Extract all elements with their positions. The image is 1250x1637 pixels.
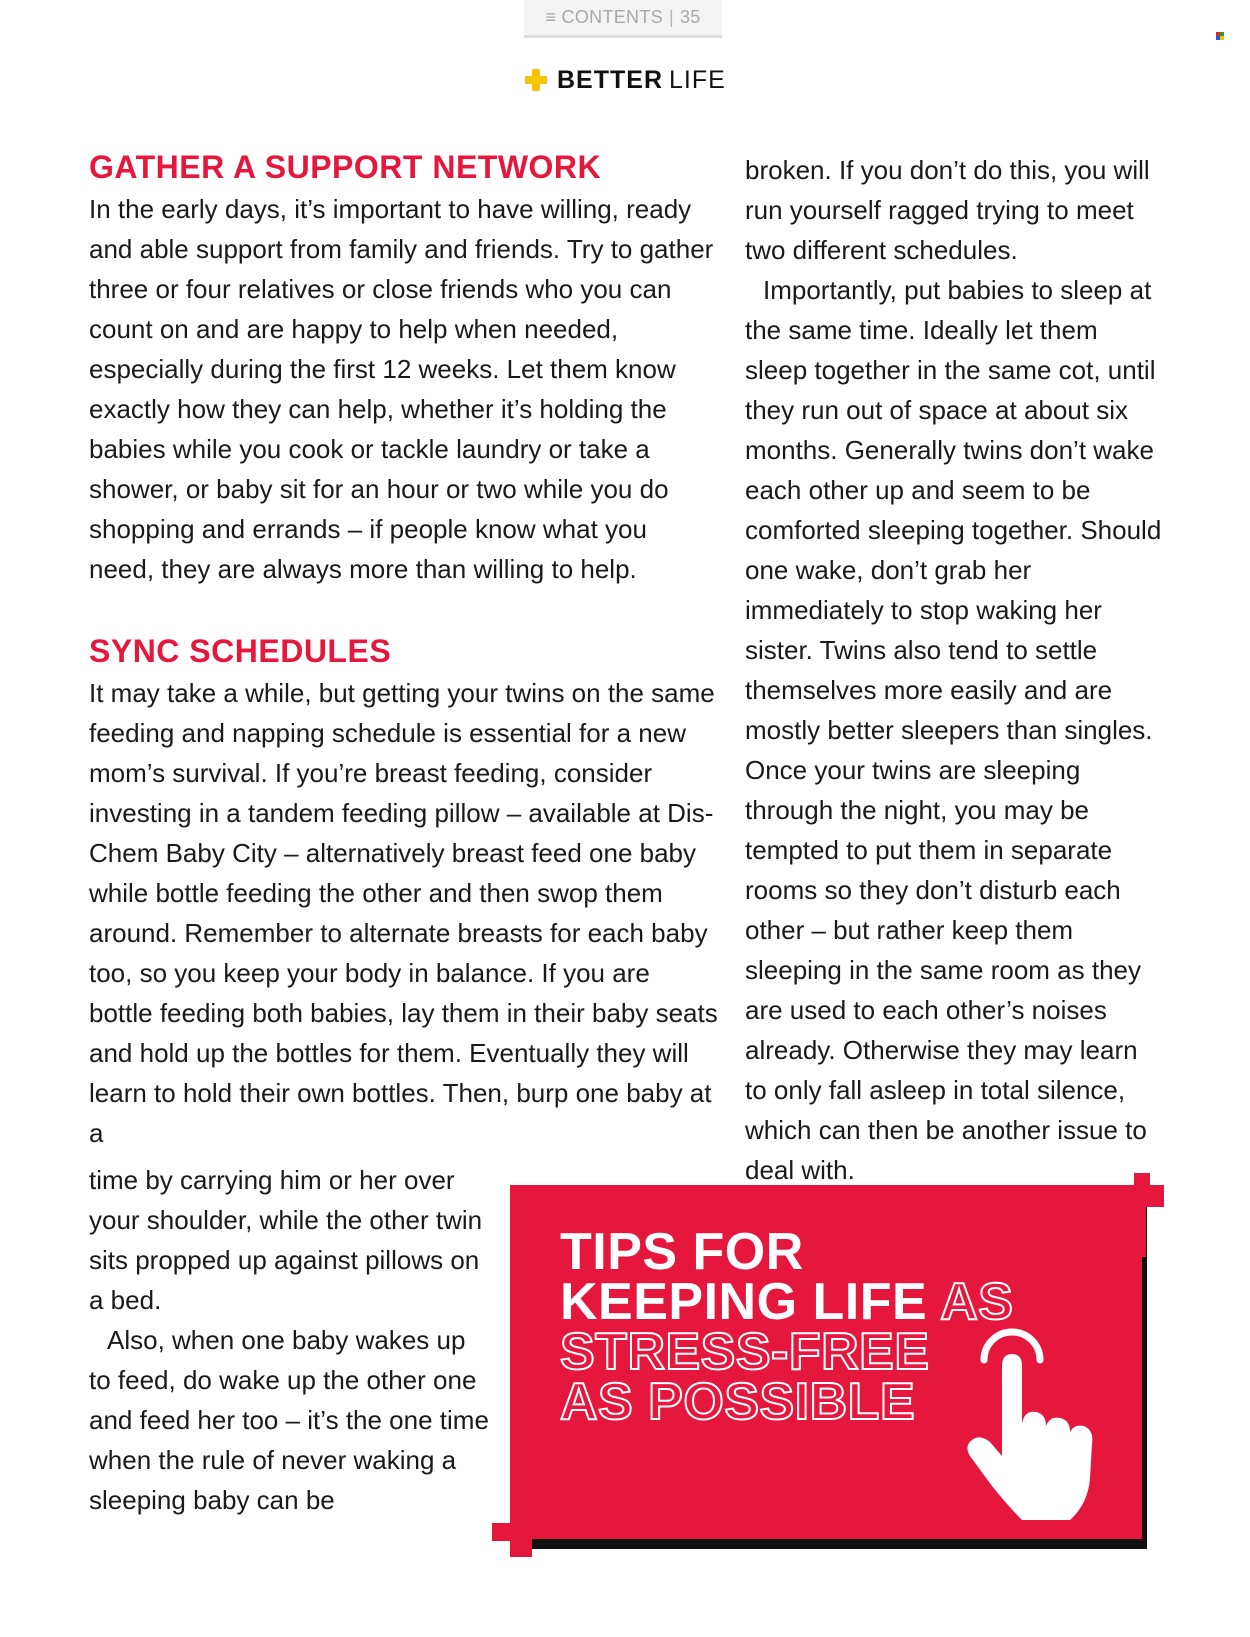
callout-accent (1146, 1185, 1164, 1207)
callout-accent (510, 1535, 532, 1557)
nav-separator: | (668, 7, 674, 27)
article-column-right (745, 150, 1165, 1190)
tips-callout (510, 1185, 1175, 1565)
section-tag-light: LIFE (669, 65, 726, 94)
callout-accent (1136, 1185, 1146, 1257)
callout-line-4: AS POSSIBLE (560, 1373, 916, 1431)
callout-line-2-solid: KEEPING LIFE (560, 1273, 928, 1331)
paragraph-support-network: In the early days, it’s important to have willing, ready and able support from family and friends. Try to gather three or four relatives or close friends who you can count on and are happy to help when needed, especially during the first 12 weeks. Let them know exactly how they can help, whether it’s holding the babies while you cook or tackle laundry or take a shower, or baby sit for an hour or two while you do shopping and errands – if people know what you need, they are always more than willing to help. (89, 194, 714, 584)
paragraph-wake-both: Also, when one baby wakes up to feed, do wake up the other one and feed her too – it’s the one time when the rule of never waking a sleeping baby can be (89, 1325, 489, 1515)
paragraph-sleep-together: Importantly, put babies to sleep at the same time. Ideally let them sleep together in the same cot, until they run out of space at about six months. Generally twins don’t wake each other up and seem to be comforted sleeping together. Should one wake, don’t grab her immediately to stop waking her sister. Twins also tend to settle themselves more easily and are mostly better sleepers than singles. Once your twins are sleeping through the night, you may be tempted to put them in separate rooms so they don’t disturb each other – but rather keep them sleeping in the same room as they are used to each other’s noises already. Otherwise they may learn to only fall asleep in total silence, which can then be another issue to deal with. (745, 275, 1162, 1185)
pointing-hand-icon (962, 1328, 1102, 1528)
contents-button[interactable] (524, 0, 722, 38)
callout-line-1: TIPS FOR (560, 1223, 804, 1281)
callout-accent (492, 1523, 512, 1541)
article-column-left-lower (89, 1160, 489, 1520)
plus-icon (525, 69, 547, 91)
callout-line-2-outline: AS (940, 1273, 1014, 1331)
paragraph-sync-schedules: It may take a while, but getting your twins on the same feeding and napping schedule is essential for a new mom’s survival. If you’re breast feeding, consider investing in a tandem feeding pillow – available at Dis-Chem Baby City – alternatively breast feed one baby while bottle feeding the other and then swop them around. Remember to alternate breasts for each baby too, so you keep your body in balance. If you are bottle feeding both babies, lay them in their baby seats and hold up the bottles for them. Eventually they will learn to hold their own bottles. Then, burp one baby at a (89, 678, 718, 1148)
heading-support-network: GATHER A SUPPORT NETWORK (89, 149, 602, 185)
page-number: 35 (679, 7, 701, 27)
section-tag (525, 64, 726, 96)
article-column-left (89, 145, 719, 1153)
paragraph-burp: time by carrying him or her over your shoulder, while the other twin sits propped up against pillows on a bed. (89, 1165, 483, 1315)
heading-sync-schedules: SYNC SCHEDULES (89, 633, 392, 669)
section-gap (89, 589, 719, 629)
paragraph-continued: broken. If you don’t do this, you will run yourself ragged trying to meet two different schedules. (745, 155, 1150, 265)
callout-line-3: STRESS-FREE (560, 1323, 930, 1381)
color-marker-icon (1216, 32, 1224, 40)
section-tag-bold: BETTER (557, 65, 663, 94)
contents-label: ≡ CONTENTS (545, 7, 663, 27)
